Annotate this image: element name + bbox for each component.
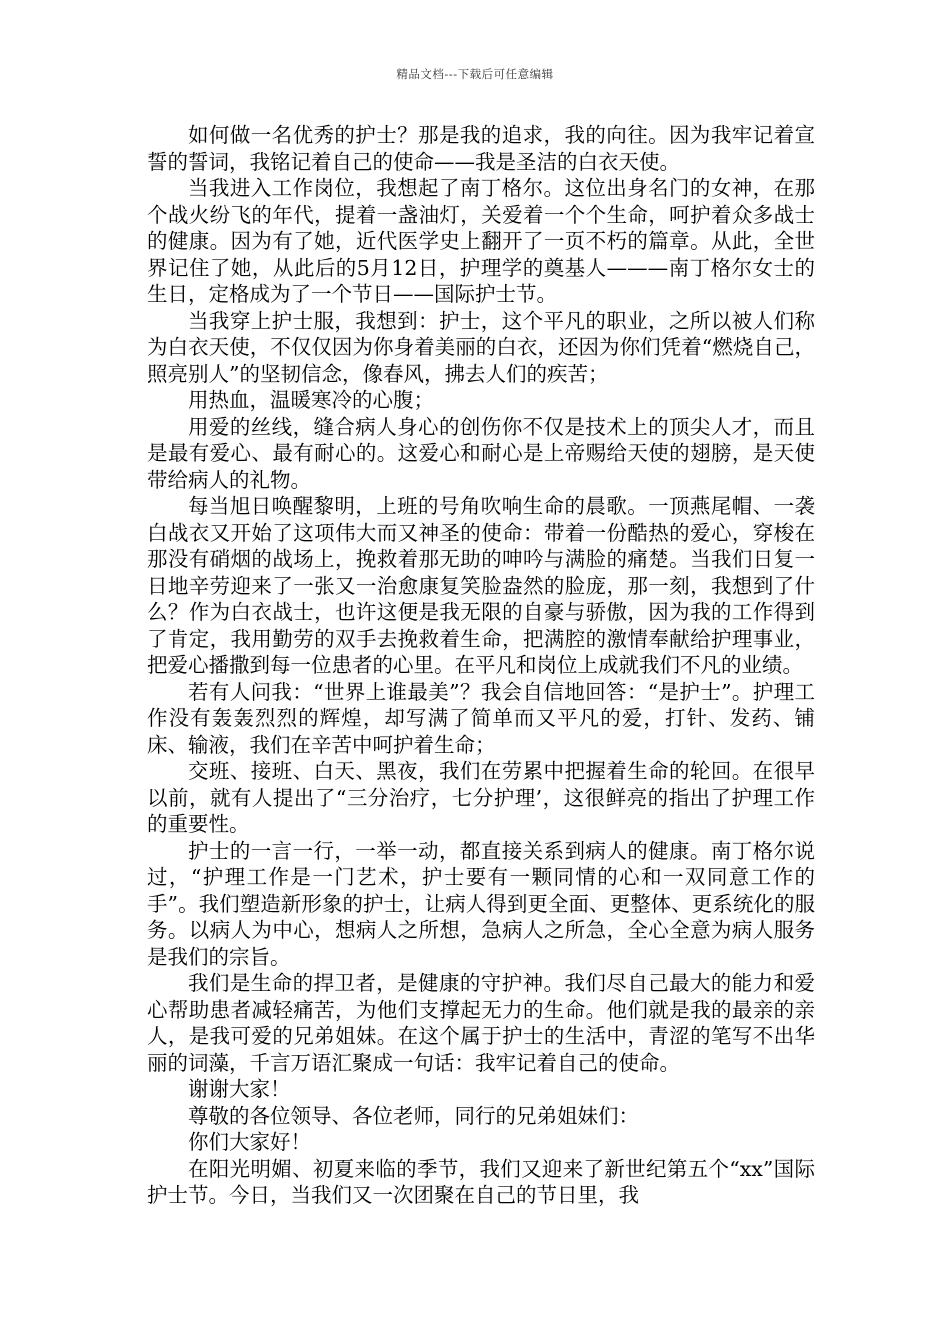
page-header: 精品文档---下载后可任意编辑 <box>396 67 554 81</box>
paragraph: 谢谢大家！ <box>188 1077 291 1101</box>
paragraph: 每当旭日唤醒黎明，上班的号角吹响生命的晨歌。一顶燕尾帽、一袭白战衣又开始了这项伟大而又神圣的使命：带着一份酷热的爱心，穿梭在那没有硝烟的战场上，挽救着那无助的呻吟与满脸的痛楚。当我们日复一日地辛劳迎来了一张又一治愈康复笑脸盎然的脸庞，那一刻，我想到了什么？作为白衣战士，也许这便是我无限的自豪与骄傲，因为我的工作得到了肯定，我用勤劳的双手去挽救着生命，把满腔的激情奉献给护理事业，把爱心播撒到每一位患者的心里。在平凡和岗位上成就我们不凡的业绩。 <box>147 494 815 677</box>
paragraph: 你们大家好！ <box>188 1130 311 1154</box>
paragraph: 在阳光明媚、初夏来临的季节，我们又迎来了新世纪第五个“xx”国际护士节。今日，当我们又一次团聚在自己的节日里，我 <box>147 1156 815 1207</box>
paragraph: 用热血，温暖寒冷的心腹； <box>188 388 434 412</box>
paragraph: 尊敬的各位领导、各位老师，同行的兄弟姐妹们： <box>188 1103 639 1128</box>
paragraph: 用爱的丝线，缝合病人身心的创伤你不仅是技术上的顶尖人才，而且是最有爱心、最有耐心的。这爱心和耐心是上帝赐给天使的翅膀，是天使带给病人的礼物。 <box>147 414 815 492</box>
paragraph: 当我进入工作岗位，我想起了南丁格尔。这位出身名门的女神，在那个战火纷飞的年代，提着一盏油灯，关爱着一个个生命，呵护着众多战士的健康。因为有了她，近代医学史上翻开了一页不朽的篇章。从此，全世界记住了她，从此后的5月12日，护理学的奠基人———南丁格尔女士的生日，定格成为了一个节日——国际护士节。 <box>147 176 815 306</box>
document-body <box>147 122 815 1209</box>
paragraph: 如何做一名优秀的护士？那是我的追求，我的向往。因为我牢记着宣誓的誓词，我铭记着自己的使命——我是圣洁的白衣天使。 <box>147 123 815 174</box>
paragraph: 护士的一言一行，一举一动，都直接关系到病人的健康。南丁格尔说过，“护理工作是一门艺术，护士要有一颗同情的心和一双同意工作的手”。我们塑造新形象的护士，让病人得到更全面、更整体、更系统化的服务。以病人为中心，想病人之所想，急病人之所急，全心全意为病人服务是我们的宗旨。 <box>147 838 815 969</box>
paragraph: 交班、接班、白天、黑夜，我们在劳累中把握着生命的轮回。在很早以前，就有人提出了“三分治疗，七分护理’，这很鲜亮的指出了护理工作的重要性。 <box>147 759 815 836</box>
paragraph: 若有人问我：“世界上谁最美”？我会自信地回答：“是护士”。护理工作没有轰轰烈烈的辉煌，却写满了简单而又平凡的爱，打针、发药、铺床、输液，我们在辛苦中呵护着生命； <box>147 679 815 757</box>
paragraph: 当我穿上护士服，我想到：护士，这个平凡的职业，之所以被人们称为白衣天使，不仅仅因为你身着美丽的白衣，还因为你们凭着“燃烧自己，照亮别人”的坚韧信念，像春风，拂去人们的疾苦； <box>147 308 815 386</box>
paragraph: 我们是生命的捍卫者，是健康的守护神。我们尽自己最大的能力和爱心帮助患者减轻痛苦，为他们支撑起无力的生命。他们就是我的最亲的亲人，是我可爱的兄弟姐妹。在这个属于护士的生活中，青涩的笔写不出华丽的词藻，千言万语汇聚成一句话：我牢记着自己的使命。 <box>147 971 815 1075</box>
